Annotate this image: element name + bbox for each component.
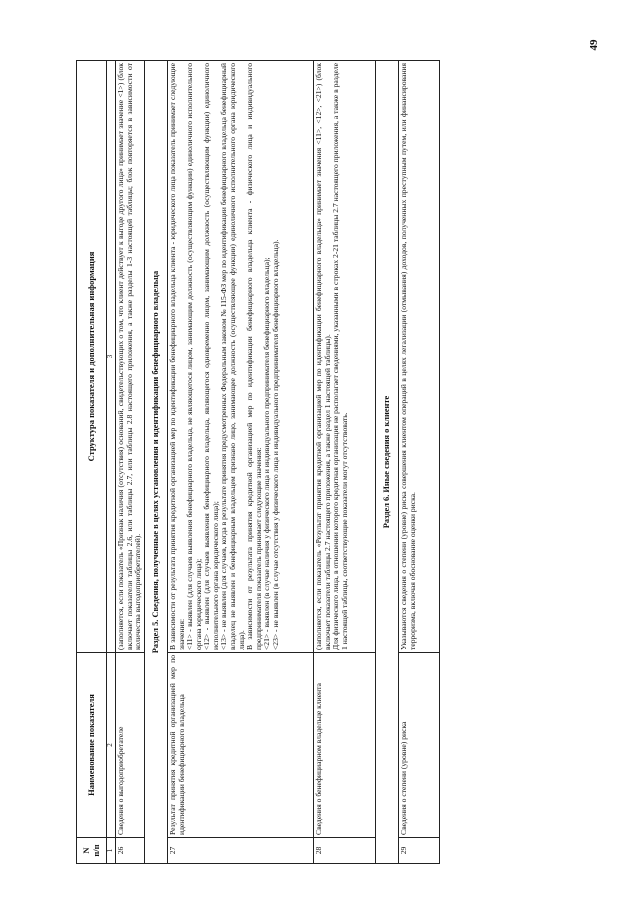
section-6-title: Раздел 6. Иные сведения о клиенте	[376, 61, 399, 864]
header-indicator-name: Наименование показателя	[77, 653, 107, 838]
table-row	[168, 61, 314, 864]
indicator-structure	[168, 61, 314, 653]
table-header-row	[77, 61, 107, 864]
column-number: 1	[107, 838, 116, 864]
indicator-name: Сведения о степени (уровне) риска	[399, 653, 440, 838]
section-heading-row	[376, 61, 399, 864]
table-row	[399, 61, 440, 864]
column-number-row	[107, 61, 116, 864]
indicator-name: Сведения о выгодоприобретателе	[116, 653, 145, 838]
page-number: 49	[588, 39, 600, 51]
structure-paragraph: В зависимости от результата принятия кредитной организацией мер по идентификации бенефициарного владельца клиента - физического лица и индивидуального предпринимателя показатель принимает следующие значения:	[245, 63, 263, 650]
indicator-table	[76, 60, 440, 864]
structure-paragraph: <13> - не выявлен (для случаев, когда в результате принятия предусмотренных Федеральным законом № 115-ФЗ мер по идентификации бенефициарного владельца бенефициарный владелец не выявлен и бенефициарным владельцем признано лицо, занимающее должность (осуществляющее функции) единоличного исполнительного органа юридического лица).	[219, 63, 246, 650]
row-number: 29	[399, 838, 440, 864]
structure-paragraph: <21> - выявлен (в случае наличия у физического лица и индивидуального предпринимателя бенефициарного владельца);	[262, 257, 272, 650]
indicator-name: Результат принятия кредитной организацией мер по идентификации бенефициарного владельца	[168, 653, 314, 838]
structure-paragraph: (заполняется, если показатель «Результат принятия кредитной организацией мер по идентификации бенефициарного владельца» принимает значения <11>, <12>, <21>) (блок включает показатели таблицы 2.7 настоящего приложения, а также раздел 1 настоящей таблицы).	[314, 63, 332, 650]
indicator-name: Сведения о бенефициарном владельце клиента	[314, 653, 376, 838]
header-structure: Структура показателя и дополнительная информация	[77, 61, 107, 653]
column-number: 2	[107, 653, 116, 838]
structure-paragraph: <12> - выявлен (для случаев выявления бенефициарного владельца, являющегося одновременно лицом, занимающим должность (осуществляющим функции) единоличного исполнительного органа юридического лица);	[202, 63, 220, 650]
structure-paragraph: В зависимости от результата принятия кредитной организацией мер по идентификации бенефициарного владельца клиента - юридического лица показатель принимает следующие значения:	[168, 63, 186, 650]
row-number: 27	[168, 838, 314, 864]
structure-paragraph: Для физического лица, в отношении которого кредитная организация не располагает сведениями, указанными в строках 2-21 таблицы 2.7 настоящего приложения, а также в разделе 1 настоящей таблицы, соответствующие показатели могут отсутствовать.	[331, 63, 349, 650]
indicator-structure	[314, 61, 376, 653]
table-row	[116, 61, 145, 864]
rotated-page-content	[76, 60, 580, 864]
row-number: 28	[314, 838, 376, 864]
header-number: N п/п	[77, 838, 107, 864]
table-row	[314, 61, 376, 864]
indicator-structure: (заполняется, если показатель «Признак наличия (отсутствия) оснований, свидетельствующих о том, что клиент действует к выгоде другого лица» принимает значение <1>) (блок включает показатели таблицы 2.6, или таблицы 2.7, или таблицы 2.8 настоящего приложения, а также разделы 1-3 настоящей таблицы; блок повторяется в зависимости от количества выгодоприобретателей).	[116, 61, 145, 653]
indicator-structure: Указываются сведения о степени (уровне) риска совершения клиентом операций в целях легализации (отмывания) доходов, полученных преступным путем, или финансирования терроризма, включая обоснование оценки риска.	[399, 61, 440, 653]
row-number: 26	[116, 838, 145, 864]
column-number: 3	[107, 61, 116, 653]
structure-paragraph: <23> - не выявлен (в случае отсутствия у физического лица и индивидуального предпринимателя бенефициарного владельца).	[270, 239, 280, 650]
section-heading-row	[145, 61, 168, 864]
section-5-title: Раздел 5. Сведения, полученные в целях установления и идентификации бенефициарного владельца	[145, 61, 168, 864]
structure-paragraph: <11> - выявлен (для случаев выявления бенефициарного владельца, не являющегося лицом, занимающим должность (осуществляющим функции) единоличного исполнительного органа юридического лица);	[185, 63, 203, 650]
